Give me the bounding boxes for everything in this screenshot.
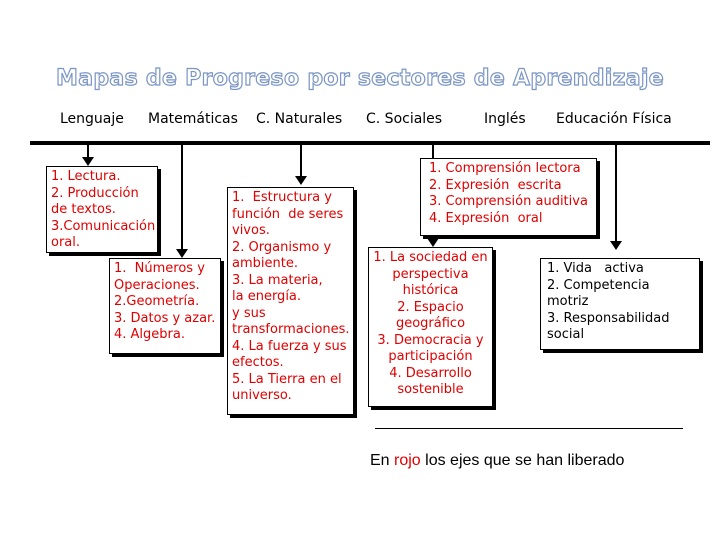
legend-divider <box>375 428 683 429</box>
box-line: sostenible <box>397 382 464 397</box>
box-line: vivos. <box>232 223 270 238</box>
box-line: 5. La Tierra en el <box>232 371 342 387</box>
box-line: 3. Comprensión auditiva <box>429 194 588 209</box>
box-line: participación <box>388 349 473 364</box>
box-educacion-fisica <box>540 258 700 350</box>
box-line: 1. La sociedad en <box>373 250 488 265</box>
box-line: 3. La materia, <box>232 272 323 288</box>
box-line: social <box>547 327 585 342</box>
box-line: y sus <box>232 305 266 321</box>
box-line: 4. Desarrollo <box>389 365 472 381</box>
box-line: efectos. <box>232 355 284 370</box>
box-line: 4. Algebra. <box>114 327 185 342</box>
box-matematicas <box>109 258 221 354</box>
sector-label-lenguaje: Lenguaje <box>60 111 124 127</box>
legend-text-before: En <box>370 452 395 469</box>
sectors-axis-line <box>30 141 710 145</box>
box-line: 2. Competencia <box>547 277 650 293</box>
box-line: histórica <box>402 283 459 298</box>
box-ingles <box>420 158 597 236</box>
arrow-educacion-fisica <box>610 241 622 250</box>
box-line: 4. Expresión oral <box>429 210 543 226</box>
box-line: 1. Lectura. <box>51 169 121 184</box>
box-line: oral. <box>51 235 81 250</box>
arrow-lenguaje <box>82 157 94 166</box>
sector-label-matematicas: Matemáticas <box>148 111 238 127</box>
box-line: 3.Comunicación <box>51 218 156 234</box>
page-title: Mapas de Progreso por sectores de Aprendizaje <box>56 66 664 91</box>
box-line: la energía. <box>232 289 302 304</box>
box-line: 3. Democracia y <box>377 332 484 348</box>
box-line: perspectiva <box>392 266 469 282</box>
legend-highlight: rojo <box>394 452 421 469</box>
box-line: geográfico <box>395 316 466 331</box>
box-line: 2. Espacio <box>397 299 464 315</box>
connector-educacion-fisica <box>615 145 617 243</box>
box-line: 1. Números y <box>114 261 205 276</box>
sector-label-sociales: C. Sociales <box>366 111 443 127</box>
box-line: ambiente. <box>232 256 298 271</box>
box-line: 2. Producción <box>51 185 139 201</box>
box-sociales <box>368 247 493 407</box>
legend-note <box>370 452 624 470</box>
box-line: 1. Estructura y <box>232 190 332 205</box>
box-line: 1. Comprensión lectora <box>429 161 581 176</box>
box-line: motriz <box>547 294 589 309</box>
box-line: 3. Datos y azar. <box>114 310 216 326</box>
sector-label-educacion-fisica: Educación Física <box>556 111 672 127</box>
box-lenguaje <box>46 166 158 253</box>
box-line: función de seres <box>232 206 344 222</box>
box-line: 2.Geometría. <box>114 294 200 309</box>
box-line: Operaciones. <box>114 277 200 293</box>
sector-label-naturales: C. Naturales <box>256 111 343 127</box>
connector-matematicas <box>181 145 183 251</box>
box-line: 2. Organismo y <box>232 239 332 255</box>
connector-naturales <box>300 145 302 178</box>
box-line: 4. La fuerza y sus <box>232 338 347 354</box>
arrow-naturales <box>295 176 307 185</box>
box-line: 3. Responsabilidad <box>547 310 670 326</box>
box-line: de textos. <box>51 202 116 217</box>
box-line: 2. Expresión escrita <box>429 177 562 193</box>
arrow-matematicas <box>176 249 188 258</box>
legend-text-after: los ejes que se han liberado <box>420 452 625 469</box>
box-naturales <box>227 187 354 415</box>
box-line: universo. <box>232 388 292 403</box>
box-line: 1. Vida activa <box>547 261 644 276</box>
arrow-sociales <box>427 238 439 247</box>
sector-label-ingles: Inglés <box>484 111 526 127</box>
box-line: transformaciones. <box>232 322 350 337</box>
